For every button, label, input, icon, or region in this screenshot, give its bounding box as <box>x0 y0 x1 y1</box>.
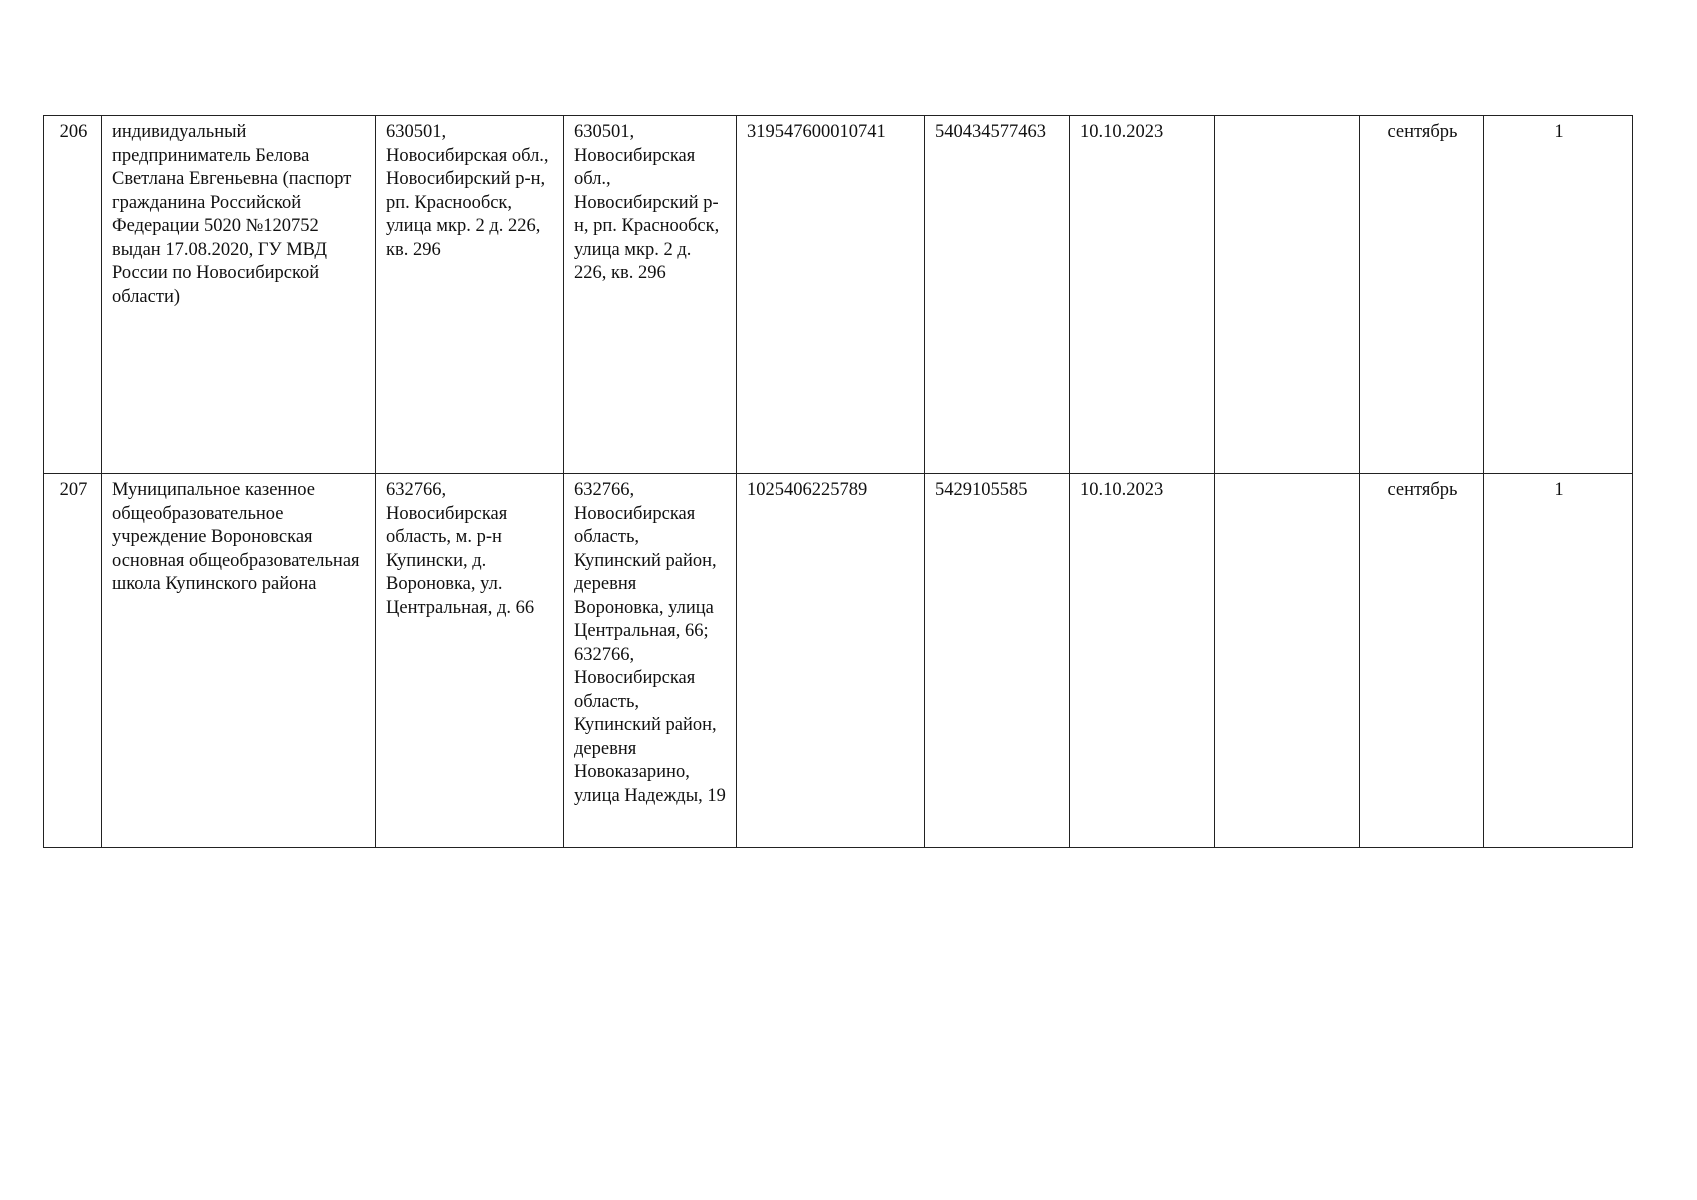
activity-address: 630501, Новосибирская обл., Новосибирский р-н, рп. Краснообск, улица мкр. 2 д. 226, кв. 296 <box>564 116 737 474</box>
legal-address: 632766, Новосибирская область, м. р-н Купински, д. Вороновка, ул. Центральная, д. 66 <box>376 474 564 848</box>
organization-name: индивидуальный предприниматель Белова Светлана Евгеньевна (паспорт гражданина Российской Федерации 5020 №120752 выдан 17.08.2020, ГУ МВД России по Новосибирской области) <box>102 116 376 474</box>
date: 10.10.2023 <box>1070 116 1215 474</box>
row-number: 206 <box>44 116 102 474</box>
date: 10.10.2023 <box>1070 474 1215 848</box>
inn: 5429105585 <box>925 474 1070 848</box>
month: сентябрь <box>1360 474 1484 848</box>
table-row <box>44 116 1633 474</box>
month: сентябрь <box>1360 116 1484 474</box>
inspection-plan-table <box>43 115 1633 848</box>
count: 1 <box>1484 474 1633 848</box>
table-row <box>44 474 1633 848</box>
ogrn: 1025406225789 <box>737 474 925 848</box>
legal-address: 630501, Новосибирская обл., Новосибирский р-н, рп. Краснообск, улица мкр. 2 д. 226, кв. 296 <box>376 116 564 474</box>
row-number: 207 <box>44 474 102 848</box>
empty-cell <box>1215 116 1360 474</box>
inn: 540434577463 <box>925 116 1070 474</box>
activity-address: 632766, Новосибирская область, Купинский район, деревня Вороновка, улица Центральная, 66; 632766, Новосибирская область, Купинский район, деревня Новоказарино, улица Надежды, 19 <box>564 474 737 848</box>
empty-cell <box>1215 474 1360 848</box>
ogrn: 319547600010741 <box>737 116 925 474</box>
count: 1 <box>1484 116 1633 474</box>
organization-name: Муниципальное казенное общеобразовательное учреждение Вороновская основная общеобразовательная школа Купинского района <box>102 474 376 848</box>
